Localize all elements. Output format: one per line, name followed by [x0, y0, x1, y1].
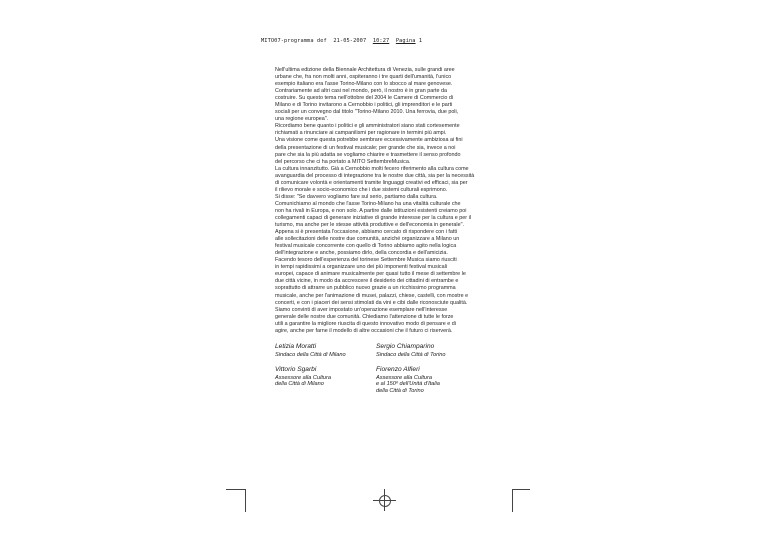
signatory-role: della Città di Milano	[275, 381, 324, 388]
body-line: dell'integrazione e anche, possiamo dirlo, della concordia e dell'amicizia.	[275, 250, 448, 257]
body-line: della presentazione di un festival musicale; per grande che sia, invece a noi	[275, 144, 456, 151]
crop-mark-right-vertical	[512, 490, 513, 512]
body-line: generale delle nostre due comunità. Chiediamo l'attenzione di tutte le forze	[275, 313, 454, 320]
slug-filename: MITO07-programma def	[261, 38, 327, 44]
signatory-name: Fiorenzo Alfieri	[376, 366, 420, 373]
body-line: in tempi rapidissimi a organizzare uno dei più imponenti festival musicali	[275, 264, 447, 271]
body-line: musicale, anche per l'animazione di musei, palazzi, chiese, castelli, con mostre e	[275, 292, 469, 299]
signatory-role: Sindaco della Città di Milano	[275, 351, 346, 358]
signatory-role: Sindaco della Città di Torino	[376, 351, 446, 358]
signatory-name: Vittorio Sgarbi	[275, 366, 317, 373]
crop-mark-left-vertical	[245, 490, 246, 512]
body-line: soprattutto di attrarre un pubblico nuovo grazie a un ricchissimo programma	[275, 285, 456, 292]
body-line: non ha rivali in Europa, e non solo. A partire dalle istituzioni esistenti creiamo poi	[275, 207, 467, 214]
signatory-name: Sergio Chiamparino	[376, 343, 435, 350]
body-line: Appena si è presentata l'occasione, abbiamo cercato di rispondere con i fatti	[275, 229, 458, 236]
body-line: Contrariamente ad altri casi nel mondo, però, il nostro è in gran parte da	[275, 88, 447, 95]
body-line: avanguardia del processo di integrazione tra le nostre due città, sia per la necessità	[275, 172, 475, 179]
crop-mark-left-horizontal	[226, 489, 246, 490]
crop-mark-right-horizontal	[512, 489, 530, 490]
body-line: sociali per un convegno dal titolo "Torino-Milano 2010. Una ferrovia, due poli,	[275, 109, 459, 116]
body-line: Facendo tesoro dell'esperienza del torinese Settembre Musica siamo riusciti	[275, 257, 457, 264]
body-line: utili a garantire la migliore riuscita di questo innovativo modo di pensare e di	[275, 320, 456, 327]
body-line: del percorso che ci ha portato a MITO SettembreMusica.	[275, 158, 411, 165]
signatory-role: Assessore alla Cultura	[376, 374, 432, 381]
body-line: urbane che, fra non molti anni, ospiteranno i tre quarti dell'umanità, l'unico	[275, 74, 452, 81]
body-line: Una visione come questa potrebbe sembrare eccessivamente ambiziosa ai fini	[275, 137, 463, 144]
body-line: esempio italiano era l'asse Torino-Milano con lo sbocco al mare genovese.	[275, 81, 453, 88]
slug-page-number: 1	[418, 38, 423, 44]
body-line: Si disse: "Se davvero vogliamo fare sul serio, partiamo dalla cultura.	[275, 193, 438, 200]
signatory-moratti	[275, 344, 346, 358]
slug-page-label: Pagina	[395, 38, 416, 44]
body-line: Comunichiamo al mondo che l'asse Torino-Milano ha una vitalità culturale che	[275, 200, 461, 207]
print-slug	[261, 38, 422, 44]
body-line: collegamenti capaci di generare iniziative di grande interesse per la cultura e per il	[275, 214, 471, 221]
body-line: Milano e di Torino invitarono a Cernobbio i politici, gli imprenditori e le parti	[275, 102, 453, 109]
body-line: due città vicine, in modo da accrescere il desiderio dei cittadini di entrambe e	[275, 278, 459, 285]
body-line: Siamo convinti di aver impostato un'operazione esemplare nell'interesse	[275, 306, 448, 313]
body-line: una regione europea".	[275, 116, 329, 123]
body-line: alle sollecitazioni delle nostre due comunità, anziché organizzare a Milano un	[275, 236, 460, 243]
body-line: La cultura innanzitutto. Già a Cernobbio molti fecero riferimento alla cultura come	[275, 165, 469, 172]
signatory-name: Letizia Moratti	[275, 343, 317, 350]
body-line: pare che sia la più adatta se vogliamo chiarire e trasmettere il senso profondo	[275, 151, 461, 158]
signatory-role: Assessore alla Cultura	[275, 374, 331, 381]
body-line: agire, anche per farne il modello di altre occasioni che il futuro ci riserverà.	[275, 327, 453, 334]
body-line: costruire. Su questo tema nell'ottobre del 2004 le Camere di Commercio di	[275, 95, 454, 102]
body-line: concerti, e con i piaceri dei sensi stimolati da vini e cibi dalle riconosciute qualità.	[275, 299, 468, 306]
registration-mark-circle	[379, 495, 391, 507]
body-line: Nell'ultima edizione della Biennale Architettura di Venezia, sulle grandi aree	[275, 67, 455, 73]
slug-date: 21-05-2007	[333, 38, 367, 44]
body-line: turismo, ma anche per le stesse attività produttive e dell'economia in generale".	[275, 222, 465, 229]
body-line: Ricordiamo bene quanto i politici e gli amministratori siano stati cortesemente	[275, 123, 460, 130]
slug-time: 10:27	[372, 38, 390, 44]
body-line: il rilievo morale e socio-economico che i due sistemi culturali esprimono.	[275, 186, 448, 193]
signatory-sgarbi	[275, 367, 331, 388]
signatory-chiamparino	[376, 344, 445, 358]
body-text	[275, 67, 505, 335]
body-line: festival musicale concorrente con quello di Torino abbiamo agito nella logica	[275, 243, 457, 250]
signatory-role: della Città di Torino	[376, 387, 424, 394]
body-line: europei, capace di animare musicalmente per quasi tutto il mese di settembre le	[275, 271, 466, 278]
signatory-role: e al 150º dell'Unità d'Italia	[376, 381, 440, 388]
body-line: di comunicare volontà e orientamenti tramite linguaggi creativi ed efficaci, sia per	[275, 179, 468, 186]
signatory-alfieri	[376, 367, 440, 394]
body-line: richiamati a rinunciare ai campanilismi per ragionare in termini più ampi.	[275, 130, 447, 137]
